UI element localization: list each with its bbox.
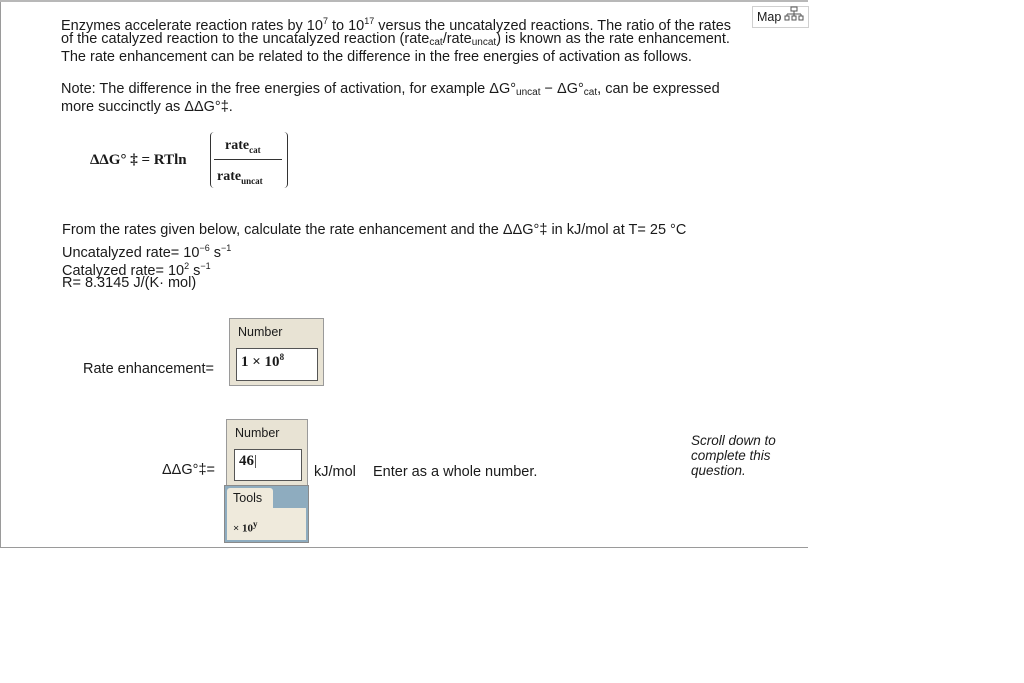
given-instructions: From the rates given below, calculate the rate enhancement and the ΔΔG°‡ in kJ/mol at T= 25 °C [62,222,687,238]
ddg-label: ΔΔG°‡= [162,462,215,478]
top-divider [0,0,808,2]
equation-denominator: rate$_{uncat}$ [217,169,263,186]
intro-line-2: of the catalyzed reaction to the uncatalyzed reaction (rate$_{cat}$/rate$_{uncat}$) is known as the rate enhancement. [61,31,730,48]
number-label: Number [238,325,283,339]
equation-lhs: ΔΔG° ‡ = RTln [90,152,187,168]
map-button[interactable] [752,6,809,28]
sitemap-icon [784,6,804,28]
intro-line-3: The rate enhancement can be related to the difference in the free energies of activation as follows. [61,49,692,65]
ddg-hint: Enter as a whole number. [373,464,538,480]
rate-enhancement-answer-box [229,318,324,386]
fraction-bar [214,159,282,160]
number-label: Number [235,426,280,440]
note-line-1: Note: The difference in the free energies of activation, for example $\Delta G^\circ_{uncat} - \Delta G^\circ_{cat}$, can be expressed [61,81,720,98]
uncatalyzed-rate: Uncatalyzed rate= $10^{-6}$ $s^{-1}$ [62,243,232,261]
ddg-unit: kJ/mol [314,464,356,480]
note-line-2: more succinctly as ΔΔG°‡. [61,99,233,115]
times-ten-power-button[interactable]: × $10^y$ [233,519,258,535]
tools-tab[interactable]: Tools [227,488,273,508]
tools-panel [224,485,309,543]
rate-enhancement-label: Rate enhancement= [83,361,214,377]
ddg-answer-box [226,419,308,487]
tools-body [227,508,306,540]
scroll-note: Scroll down to complete this question. [691,433,776,478]
catalyzed-rate: Catalyzed rate= $10^2$ $s^{-1}$ [62,261,211,279]
intro-line-1: Enzymes accelerate reaction rates by $10^7$ to $10^{17}$ versus the uncatalyzed reactions. The ratio of the rates [61,16,732,34]
gas-constant: R= 8.3145 J/(K· mol) [62,275,197,291]
map-button-label: Map [757,10,782,24]
equation-numerator: rate$_{cat}$ [225,138,261,155]
rate-enhancement-input[interactable]: $1 \times 10^8$ [236,348,318,381]
ddg-input[interactable]: 46| [234,449,302,481]
